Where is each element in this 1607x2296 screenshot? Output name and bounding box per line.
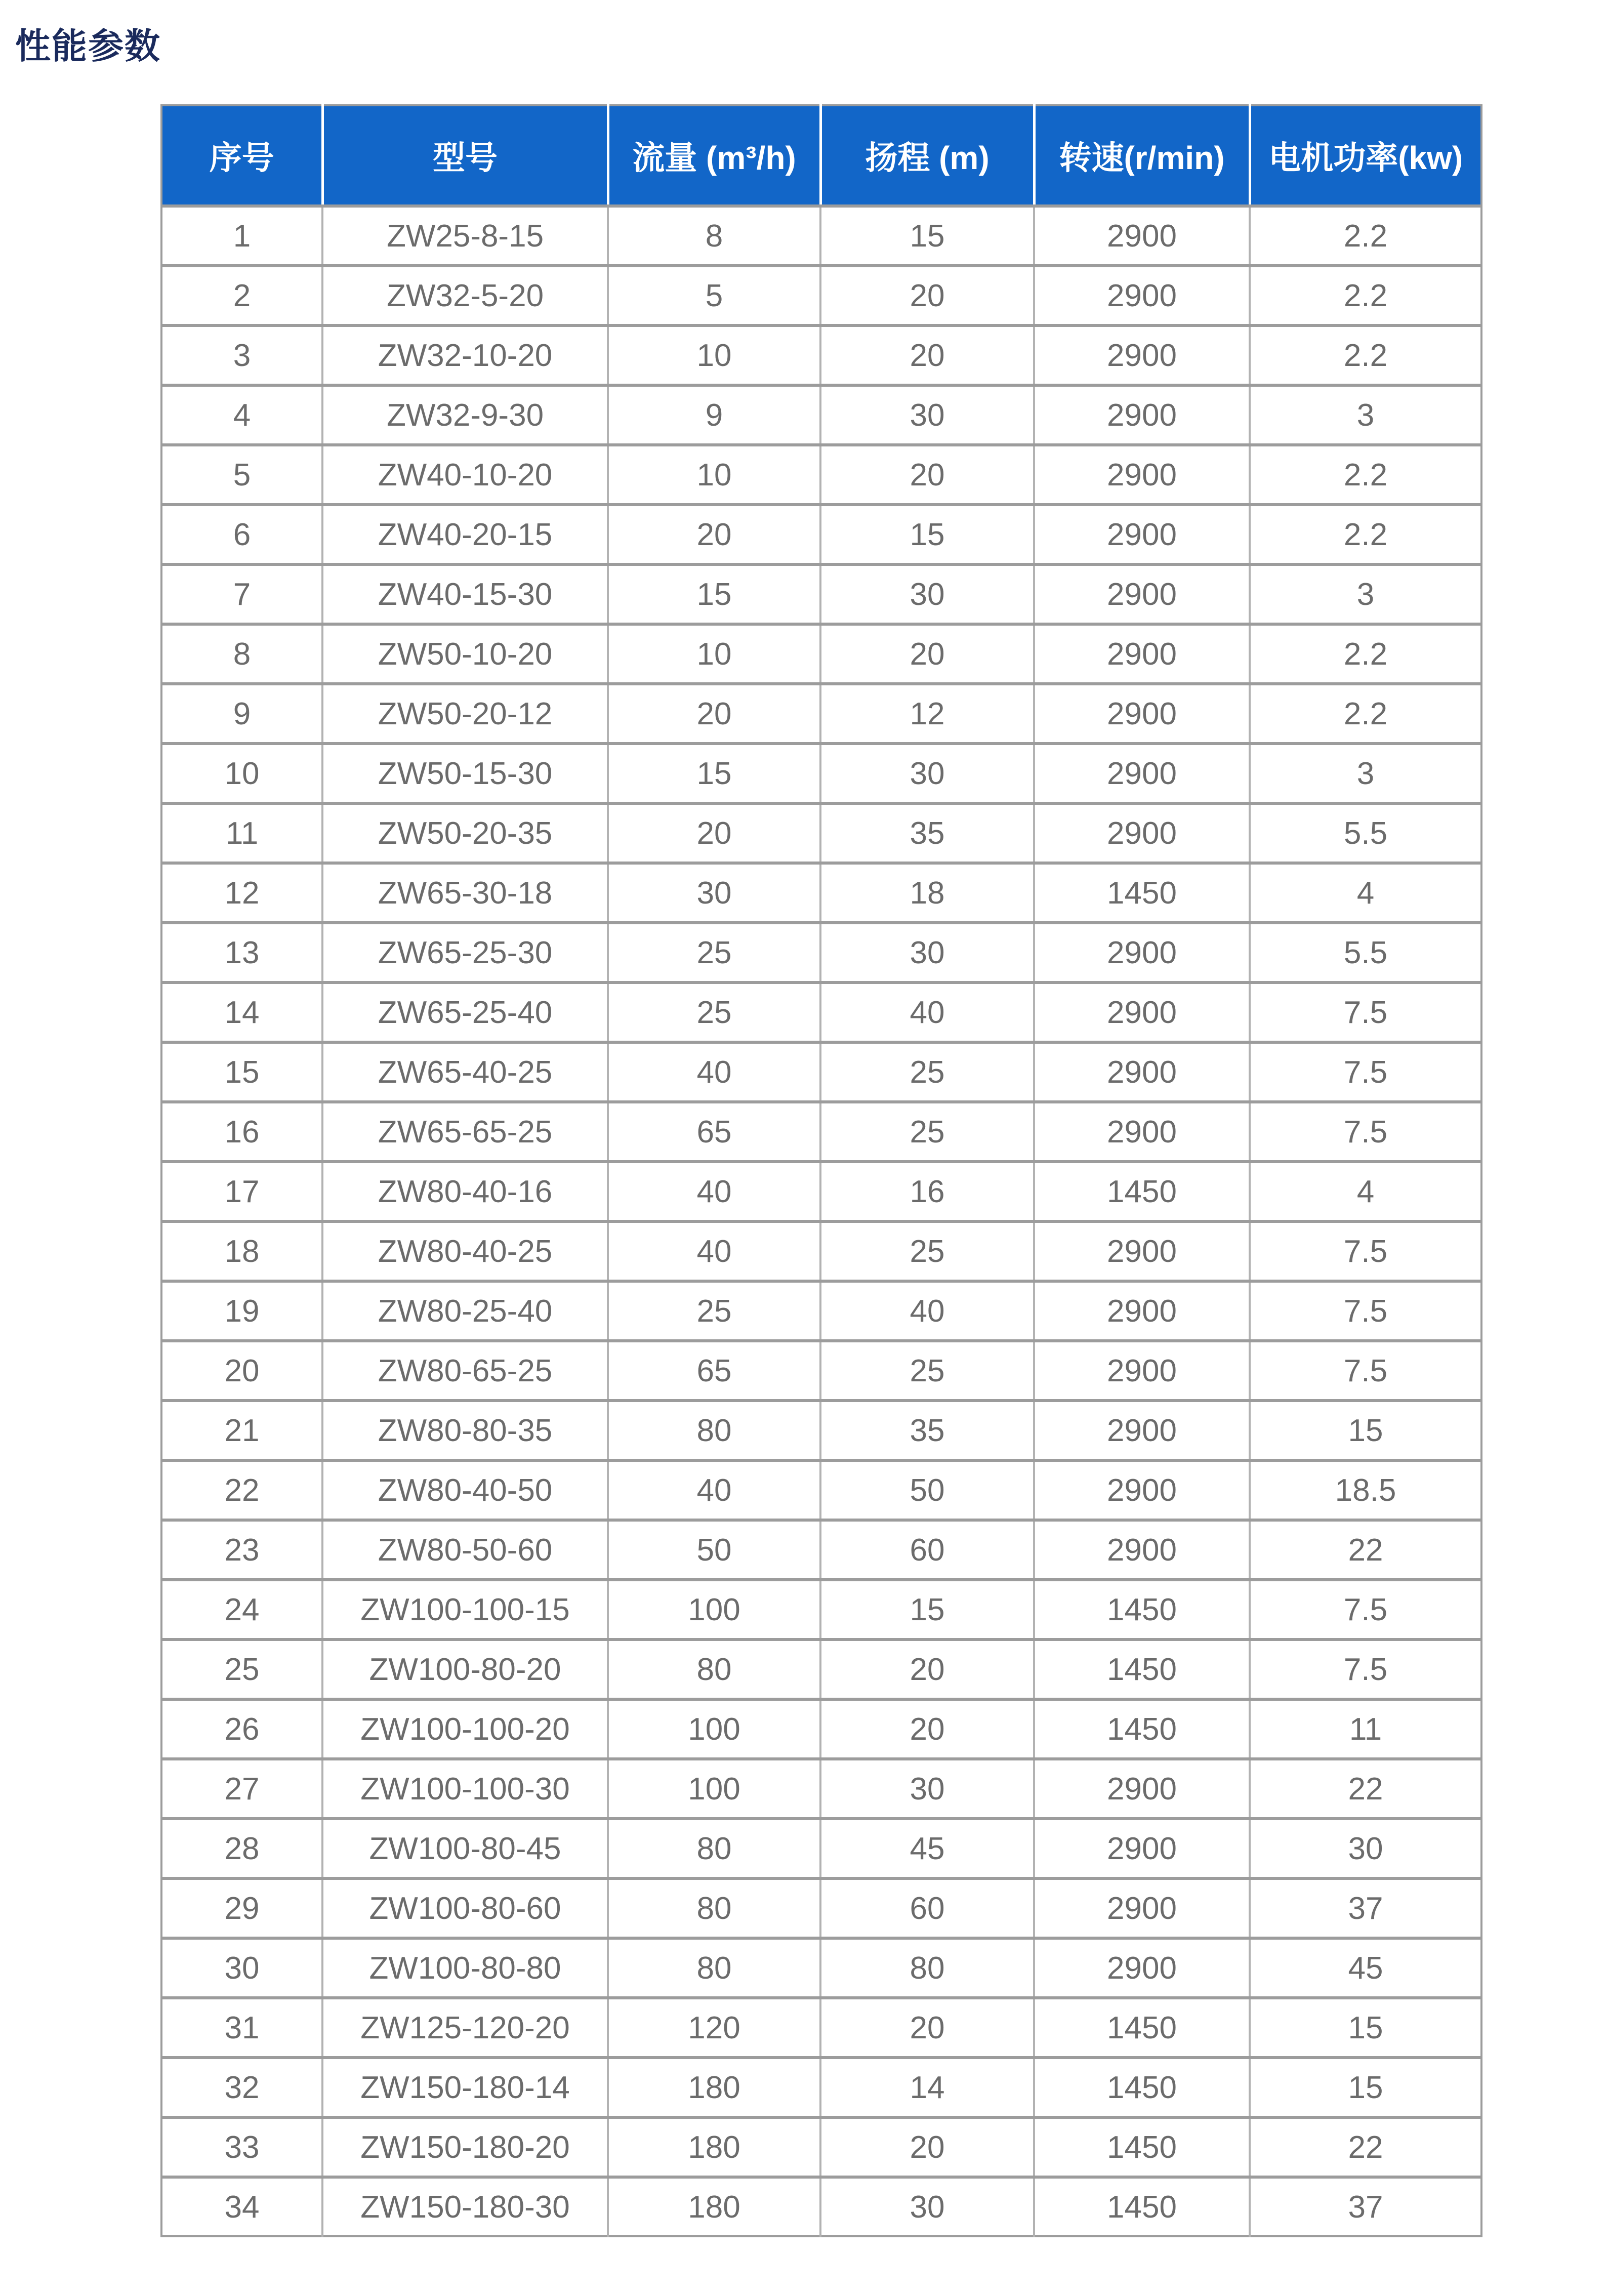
cell-model: ZW100-80-20: [322, 1639, 608, 1699]
cell-power: 7.5: [1250, 1639, 1481, 1699]
cell-model: ZW100-100-20: [322, 1699, 608, 1759]
cell-speed: 1450: [1034, 2177, 1250, 2236]
cell-head: 30: [820, 564, 1034, 624]
cell-power: 30: [1250, 1819, 1481, 1878]
cell-speed: 2900: [1034, 624, 1250, 684]
cell-speed: 2900: [1034, 744, 1250, 803]
cell-flow: 100: [608, 1580, 820, 1639]
cell-head: 80: [820, 1938, 1034, 1998]
cell-flow: 15: [608, 744, 820, 803]
cell-model: ZW100-100-15: [322, 1580, 608, 1639]
cell-index: 10: [161, 744, 322, 803]
cell-model: ZW100-100-30: [322, 1759, 608, 1819]
table-row: [161, 385, 1481, 445]
cell-head: 45: [820, 1819, 1034, 1878]
cell-speed: 1450: [1034, 1998, 1250, 2058]
table-body: [161, 206, 1481, 2236]
cell-index: 7: [161, 564, 322, 624]
cell-power: 7.5: [1250, 982, 1481, 1042]
cell-speed: 2900: [1034, 505, 1250, 564]
cell-index: 20: [161, 1341, 322, 1401]
cell-power: 15: [1250, 2058, 1481, 2117]
cell-model: ZW65-25-40: [322, 982, 608, 1042]
cell-speed: 2900: [1034, 325, 1250, 385]
cell-index: 30: [161, 1938, 322, 1998]
cell-speed: 2900: [1034, 982, 1250, 1042]
cell-power: 7.5: [1250, 1102, 1481, 1162]
cell-power: 2.2: [1250, 624, 1481, 684]
table-row: [161, 1221, 1481, 1281]
cell-head: 15: [820, 505, 1034, 564]
table-row: [161, 1998, 1481, 2058]
cell-power: 2.2: [1250, 445, 1481, 505]
cell-model: ZW80-40-16: [322, 1162, 608, 1221]
cell-flow: 80: [608, 1639, 820, 1699]
cell-model: ZW32-9-30: [322, 385, 608, 445]
cell-flow: 20: [608, 505, 820, 564]
table-row: [161, 1162, 1481, 1221]
cell-power: 22: [1250, 1759, 1481, 1819]
cell-head: 12: [820, 684, 1034, 744]
cell-flow: 180: [608, 2058, 820, 2117]
table-row: [161, 863, 1481, 923]
cell-power: 2.2: [1250, 266, 1481, 325]
cell-model: ZW40-15-30: [322, 564, 608, 624]
cell-flow: 25: [608, 982, 820, 1042]
table-row: [161, 505, 1481, 564]
cell-model: ZW125-120-20: [322, 1998, 608, 2058]
cell-head: 30: [820, 2177, 1034, 2236]
cell-model: ZW50-15-30: [322, 744, 608, 803]
cell-flow: 8: [608, 206, 820, 266]
table-row: [161, 1938, 1481, 1998]
cell-speed: 2900: [1034, 684, 1250, 744]
performance-table: [160, 104, 1482, 2237]
cell-flow: 20: [608, 684, 820, 744]
table-row: [161, 1639, 1481, 1699]
cell-flow: 80: [608, 1401, 820, 1460]
cell-head: 18: [820, 863, 1034, 923]
cell-head: 40: [820, 982, 1034, 1042]
cell-power: 2.2: [1250, 206, 1481, 266]
cell-index: 8: [161, 624, 322, 684]
cell-index: 24: [161, 1580, 322, 1639]
table-row: [161, 2177, 1481, 2236]
cell-model: ZW80-80-35: [322, 1401, 608, 1460]
cell-power: 15: [1250, 1998, 1481, 2058]
cell-index: 16: [161, 1102, 322, 1162]
cell-speed: 2900: [1034, 1042, 1250, 1102]
cell-index: 18: [161, 1221, 322, 1281]
cell-speed: 1450: [1034, 2058, 1250, 2117]
cell-head: 20: [820, 1639, 1034, 1699]
cell-speed: 2900: [1034, 1341, 1250, 1401]
cell-flow: 5: [608, 266, 820, 325]
cell-index: 29: [161, 1878, 322, 1938]
cell-model: ZW150-180-20: [322, 2117, 608, 2177]
cell-speed: 1450: [1034, 863, 1250, 923]
table-row: [161, 564, 1481, 624]
cell-power: 18.5: [1250, 1460, 1481, 1520]
cell-power: 7.5: [1250, 1281, 1481, 1341]
cell-model: ZW100-80-45: [322, 1819, 608, 1878]
cell-head: 20: [820, 266, 1034, 325]
cell-power: 2.2: [1250, 505, 1481, 564]
cell-index: 23: [161, 1520, 322, 1580]
cell-power: 3: [1250, 385, 1481, 445]
cell-head: 35: [820, 803, 1034, 863]
cell-index: 32: [161, 2058, 322, 2117]
cell-power: 5.5: [1250, 923, 1481, 982]
cell-head: 16: [820, 1162, 1034, 1221]
cell-model: ZW100-80-60: [322, 1878, 608, 1938]
cell-speed: 2900: [1034, 1401, 1250, 1460]
cell-power: 22: [1250, 2117, 1481, 2177]
cell-index: 26: [161, 1699, 322, 1759]
cell-index: 27: [161, 1759, 322, 1819]
cell-model: ZW32-10-20: [322, 325, 608, 385]
cell-flow: 80: [608, 1819, 820, 1878]
table-row: [161, 624, 1481, 684]
cell-model: ZW100-80-80: [322, 1938, 608, 1998]
table-row: [161, 2058, 1481, 2117]
cell-model: ZW150-180-30: [322, 2177, 608, 2236]
cell-head: 20: [820, 1699, 1034, 1759]
cell-flow: 65: [608, 1341, 820, 1401]
cell-index: 4: [161, 385, 322, 445]
cell-speed: 2900: [1034, 1281, 1250, 1341]
page-title: 性能参数: [15, 26, 161, 66]
cell-model: ZW40-10-20: [322, 445, 608, 505]
cell-head: 60: [820, 1520, 1034, 1580]
cell-flow: 9: [608, 385, 820, 445]
column-header-speed: 转速(r/min): [1034, 105, 1250, 206]
table-row: [161, 744, 1481, 803]
cell-head: 30: [820, 1759, 1034, 1819]
cell-head: 20: [820, 1998, 1034, 2058]
cell-flow: 40: [608, 1042, 820, 1102]
cell-index: 3: [161, 325, 322, 385]
cell-index: 31: [161, 1998, 322, 2058]
cell-flow: 100: [608, 1759, 820, 1819]
cell-head: 25: [820, 1042, 1034, 1102]
table-row: [161, 1580, 1481, 1639]
cell-flow: 180: [608, 2117, 820, 2177]
cell-flow: 15: [608, 564, 820, 624]
table-row: [161, 206, 1481, 266]
cell-flow: 65: [608, 1102, 820, 1162]
cell-index: 22: [161, 1460, 322, 1520]
cell-power: 5.5: [1250, 803, 1481, 863]
cell-speed: 2900: [1034, 923, 1250, 982]
cell-index: 21: [161, 1401, 322, 1460]
cell-power: 15: [1250, 1401, 1481, 1460]
cell-power: 7.5: [1250, 1042, 1481, 1102]
table-row: [161, 1819, 1481, 1878]
cell-flow: 100: [608, 1699, 820, 1759]
cell-power: 7.5: [1250, 1341, 1481, 1401]
cell-model: ZW65-40-25: [322, 1042, 608, 1102]
cell-head: 30: [820, 385, 1034, 445]
cell-power: 4: [1250, 1162, 1481, 1221]
cell-flow: 40: [608, 1221, 820, 1281]
cell-model: ZW50-20-12: [322, 684, 608, 744]
cell-index: 12: [161, 863, 322, 923]
table-row: [161, 1042, 1481, 1102]
cell-speed: 2900: [1034, 445, 1250, 505]
column-header-index: 序号: [161, 105, 322, 206]
cell-speed: 2900: [1034, 385, 1250, 445]
cell-speed: 1450: [1034, 2117, 1250, 2177]
cell-model: ZW25-8-15: [322, 206, 608, 266]
cell-model: ZW50-10-20: [322, 624, 608, 684]
cell-index: 9: [161, 684, 322, 744]
cell-speed: 2900: [1034, 206, 1250, 266]
cell-power: 2.2: [1250, 684, 1481, 744]
cell-flow: 180: [608, 2177, 820, 2236]
cell-head: 35: [820, 1401, 1034, 1460]
column-header-head: 扬程 (m): [820, 105, 1034, 206]
cell-head: 20: [820, 624, 1034, 684]
table-row: [161, 325, 1481, 385]
table-row: [161, 1460, 1481, 1520]
cell-index: 34: [161, 2177, 322, 2236]
cell-speed: 1450: [1034, 1162, 1250, 1221]
cell-head: 40: [820, 1281, 1034, 1341]
cell-speed: 2900: [1034, 1102, 1250, 1162]
cell-speed: 1450: [1034, 1699, 1250, 1759]
cell-speed: 2900: [1034, 1221, 1250, 1281]
cell-flow: 80: [608, 1878, 820, 1938]
cell-speed: 2900: [1034, 1819, 1250, 1878]
cell-power: 7.5: [1250, 1580, 1481, 1639]
cell-power: 2.2: [1250, 325, 1481, 385]
cell-flow: 40: [608, 1162, 820, 1221]
cell-speed: 1450: [1034, 1639, 1250, 1699]
cell-speed: 2900: [1034, 266, 1250, 325]
cell-speed: 2900: [1034, 564, 1250, 624]
cell-speed: 2900: [1034, 1520, 1250, 1580]
cell-flow: 10: [608, 445, 820, 505]
header-row: [161, 105, 1481, 206]
cell-power: 37: [1250, 2177, 1481, 2236]
cell-model: ZW50-20-35: [322, 803, 608, 863]
cell-index: 28: [161, 1819, 322, 1878]
cell-index: 2: [161, 266, 322, 325]
table-row: [161, 1341, 1481, 1401]
cell-index: 17: [161, 1162, 322, 1221]
cell-model: ZW80-40-50: [322, 1460, 608, 1520]
cell-flow: 120: [608, 1998, 820, 2058]
cell-index: 13: [161, 923, 322, 982]
cell-flow: 50: [608, 1520, 820, 1580]
cell-model: ZW40-20-15: [322, 505, 608, 564]
table-row: [161, 1699, 1481, 1759]
cell-flow: 80: [608, 1938, 820, 1998]
cell-model: ZW80-40-25: [322, 1221, 608, 1281]
table-row: [161, 1759, 1481, 1819]
cell-power: 4: [1250, 863, 1481, 923]
cell-power: 7.5: [1250, 1221, 1481, 1281]
table-row: [161, 1878, 1481, 1938]
cell-head: 25: [820, 1341, 1034, 1401]
cell-speed: 2900: [1034, 1759, 1250, 1819]
table-row: [161, 1401, 1481, 1460]
cell-head: 30: [820, 744, 1034, 803]
cell-flow: 25: [608, 1281, 820, 1341]
cell-power: 45: [1250, 1938, 1481, 1998]
cell-flow: 10: [608, 624, 820, 684]
cell-model: ZW65-25-30: [322, 923, 608, 982]
cell-flow: 20: [608, 803, 820, 863]
cell-head: 15: [820, 1580, 1034, 1639]
cell-flow: 40: [608, 1460, 820, 1520]
cell-head: 20: [820, 325, 1034, 385]
table-row: [161, 445, 1481, 505]
table-row: [161, 266, 1481, 325]
cell-speed: 2900: [1034, 1460, 1250, 1520]
cell-index: 19: [161, 1281, 322, 1341]
cell-head: 20: [820, 445, 1034, 505]
cell-model: ZW150-180-14: [322, 2058, 608, 2117]
cell-head: 14: [820, 2058, 1034, 2117]
table-row: [161, 982, 1481, 1042]
cell-model: ZW65-65-25: [322, 1102, 608, 1162]
cell-head: 15: [820, 206, 1034, 266]
cell-flow: 25: [608, 923, 820, 982]
cell-flow: 10: [608, 325, 820, 385]
column-header-model: 型号: [322, 105, 608, 206]
cell-index: 5: [161, 445, 322, 505]
cell-power: 11: [1250, 1699, 1481, 1759]
cell-index: 14: [161, 982, 322, 1042]
table-row: [161, 1520, 1481, 1580]
table-row: [161, 684, 1481, 744]
cell-index: 33: [161, 2117, 322, 2177]
cell-power: 3: [1250, 564, 1481, 624]
cell-index: 1: [161, 206, 322, 266]
cell-index: 15: [161, 1042, 322, 1102]
cell-model: ZW80-25-40: [322, 1281, 608, 1341]
cell-power: 37: [1250, 1878, 1481, 1938]
cell-power: 3: [1250, 744, 1481, 803]
table-row: [161, 1281, 1481, 1341]
table-row: [161, 803, 1481, 863]
cell-head: 50: [820, 1460, 1034, 1520]
column-header-flow: 流量 (m³/h): [608, 105, 820, 206]
cell-model: ZW80-50-60: [322, 1520, 608, 1580]
cell-model: ZW65-30-18: [322, 863, 608, 923]
cell-head: 30: [820, 923, 1034, 982]
table-row: [161, 1102, 1481, 1162]
table-header: [161, 105, 1481, 206]
cell-flow: 30: [608, 863, 820, 923]
column-header-power: 电机功率(kw): [1250, 105, 1481, 206]
cell-speed: 2900: [1034, 1878, 1250, 1938]
cell-index: 25: [161, 1639, 322, 1699]
cell-model: ZW80-65-25: [322, 1341, 608, 1401]
cell-head: 20: [820, 2117, 1034, 2177]
cell-head: 60: [820, 1878, 1034, 1938]
table-row: [161, 2117, 1481, 2177]
table-row: [161, 923, 1481, 982]
cell-index: 11: [161, 803, 322, 863]
cell-speed: 2900: [1034, 1938, 1250, 1998]
cell-model: ZW32-5-20: [322, 266, 608, 325]
cell-index: 6: [161, 505, 322, 564]
cell-head: 25: [820, 1221, 1034, 1281]
cell-speed: 1450: [1034, 1580, 1250, 1639]
cell-head: 25: [820, 1102, 1034, 1162]
cell-speed: 2900: [1034, 803, 1250, 863]
cell-power: 22: [1250, 1520, 1481, 1580]
